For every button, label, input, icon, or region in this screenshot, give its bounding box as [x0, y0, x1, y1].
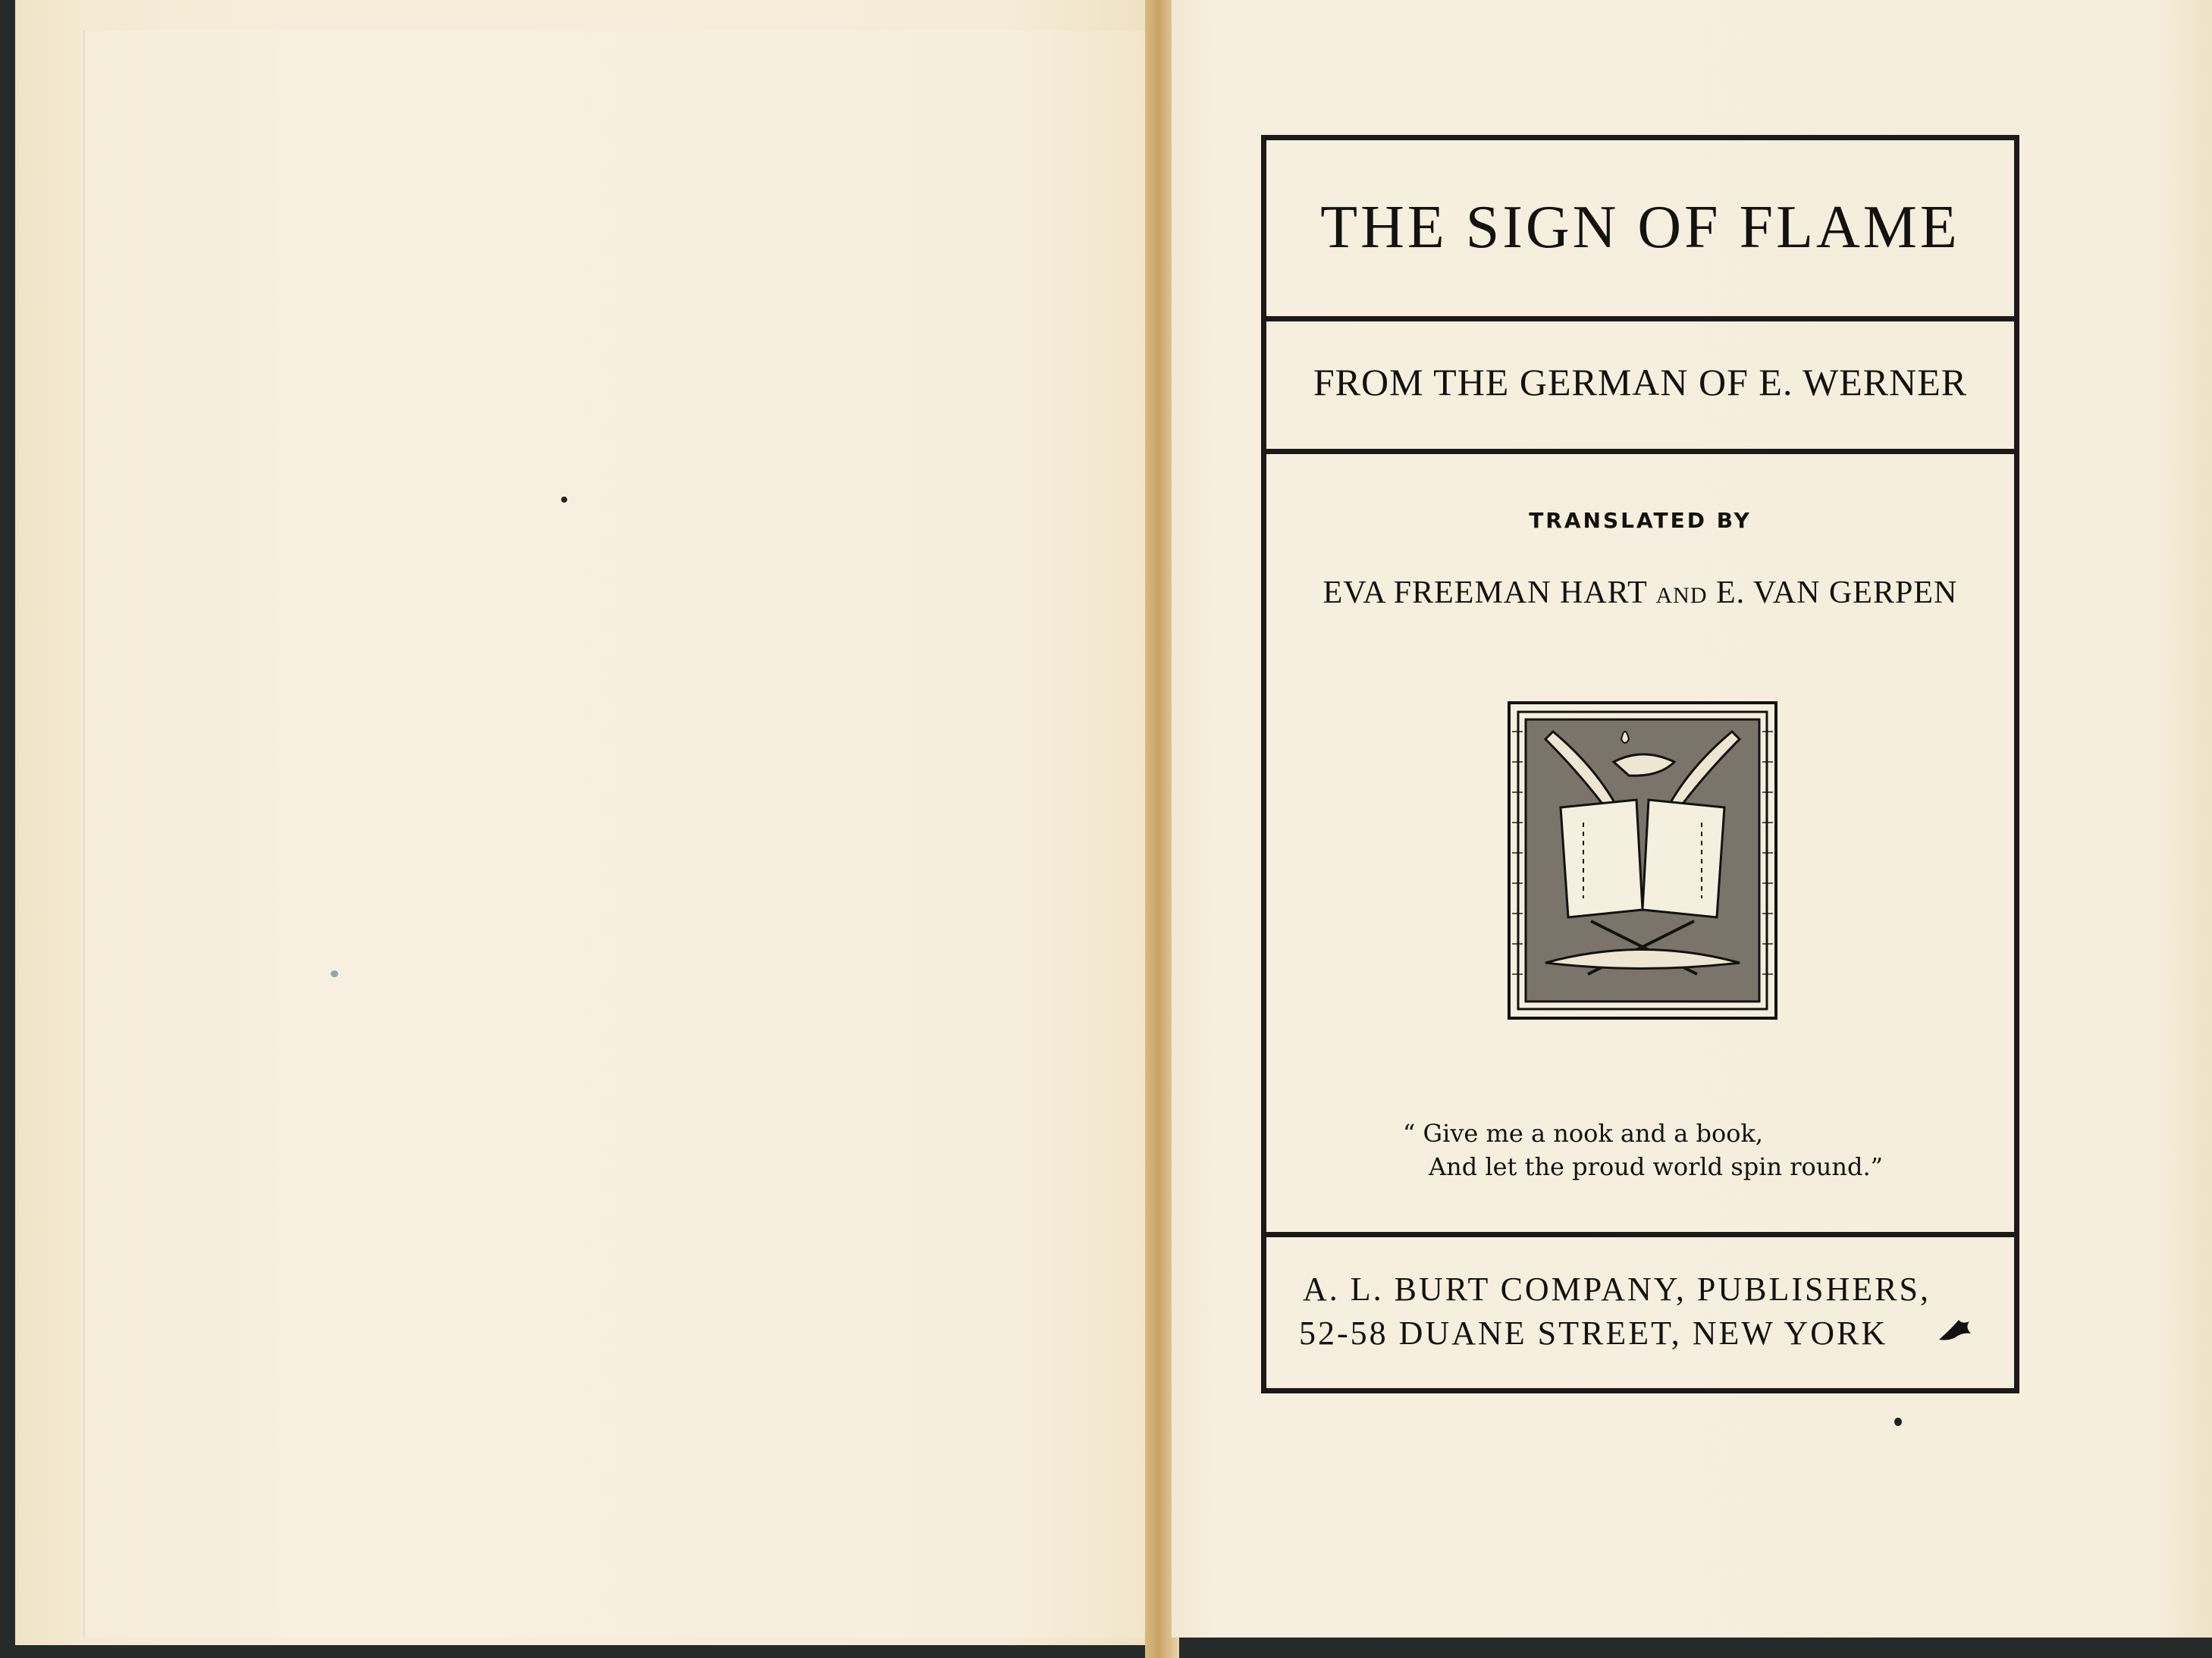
publisher-rule — [1261, 1232, 2019, 1237]
translator-2: E. VAN GERPEN — [1716, 575, 1958, 610]
book-subtitle: FROM THE GERMAN OF E. WERNER — [1313, 361, 1968, 403]
title-rule — [1261, 316, 2019, 321]
publisher-line-2: 52-58 DUANE STREET, NEW YORK — [1299, 1315, 1888, 1352]
ink-speck — [561, 497, 567, 503]
epigraph-quote — [1403, 1117, 1934, 1183]
lamp-book-quills-emblem-icon — [1508, 701, 1777, 1020]
quote-line-1: “ Give me a nook and a book, — [1403, 1119, 1764, 1148]
left-page-inner-area — [83, 30, 1169, 1638]
quote-line-2: And let the proud world spin round.” — [1429, 1152, 1884, 1181]
ink-speck — [1894, 1418, 1902, 1426]
translator-1: EVA FREEMAN HART — [1322, 575, 1647, 610]
translator-conjunction: AND — [1655, 583, 1708, 608]
book-title: THE SIGN OF FLAME — [1320, 194, 1960, 261]
translated-by-label: TRANSLATED BY — [1529, 508, 1752, 533]
subtitle-rule — [1261, 449, 2019, 454]
left-blank-page — [15, 0, 1173, 1645]
publisher-imprint — [1261, 1268, 2019, 1356]
ornament-flourish-icon — [1936, 1314, 1974, 1344]
translators-line — [1261, 575, 2019, 611]
ink-speck — [331, 970, 338, 977]
publisher-line-1: A. L. BURT COMPANY, PUBLISHERS, — [1303, 1271, 1931, 1308]
